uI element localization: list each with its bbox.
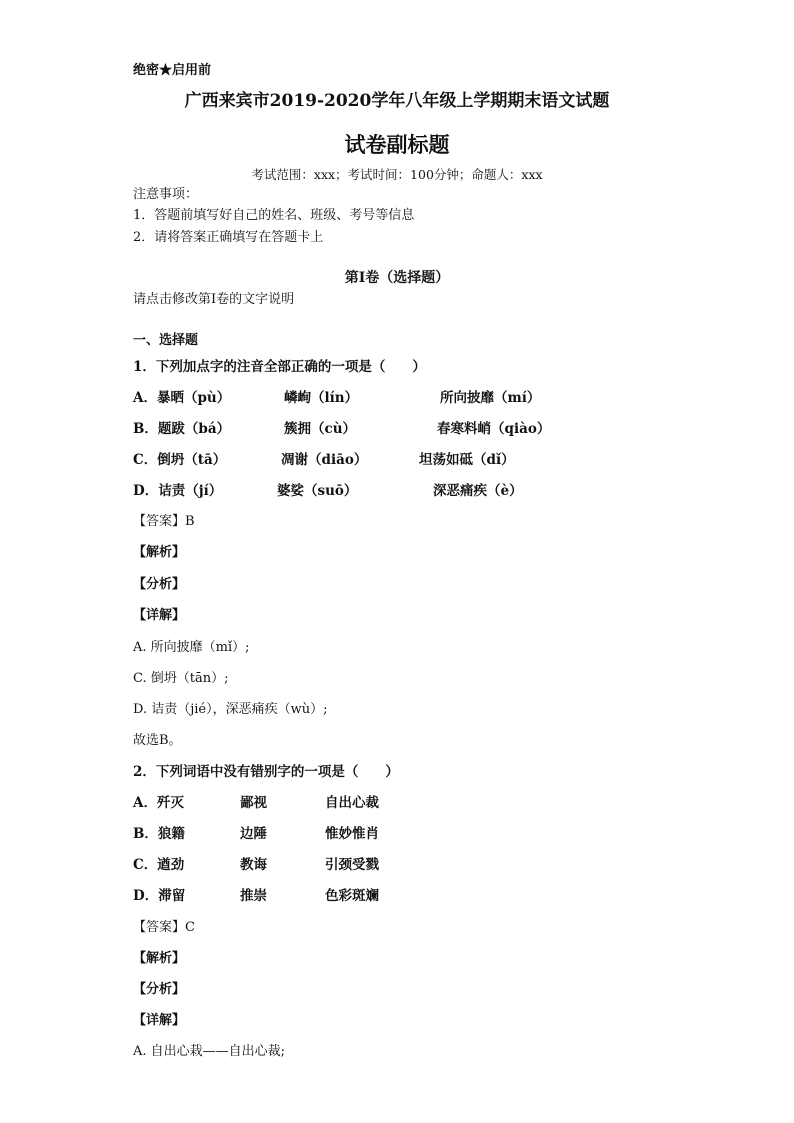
q1-option-c: C．倒坍（tā） (133, 452, 227, 468)
q2-option-c: 教诲 (240, 857, 267, 873)
q1-conclusion: 故选B。 (133, 733, 182, 748)
q2-option-b: 边陲 (240, 826, 267, 842)
section-heading: 一、选择题 (133, 333, 199, 348)
q1-option-a: A．暴晒（pù） (133, 390, 231, 406)
q2-option-c: C．遒劲 (133, 857, 185, 873)
q2-detail-label: 【详解】 (133, 1013, 186, 1028)
q1-fenxi-label: 【分析】 (133, 577, 186, 592)
q2-fenxi-label: 【分析】 (133, 982, 186, 997)
q2-option-b: 惟妙惟肖 (325, 826, 379, 842)
exam-title: 广西来宾市2019-2020学年八年级上学期期末语文试题 (184, 91, 610, 111)
q1-option-c: 凋谢（diāo） (281, 452, 368, 468)
confidential-seal: 绝密★启用前 (133, 63, 212, 78)
q1-option-b: 春寒料峭（qiào） (437, 421, 551, 437)
q2-option-a: 自出心裁 (325, 795, 379, 811)
q2-answer: 【答案】C (133, 920, 195, 935)
q2-option-c: 引颈受戮 (325, 857, 379, 873)
q1-option-b: B．题跋（bá） (133, 421, 231, 437)
q1-detail-line: A. 所向披靡（mǐ）; (133, 640, 250, 655)
notice-item: 1．答题前填写好自己的姓名、班级、考号等信息 (133, 208, 415, 223)
q1-option-d: D．诘责（jí） (133, 483, 223, 499)
part1-heading: 第I卷（选择题） (344, 270, 450, 286)
question-2-stem: 2．下列词语中没有错别字的一项是（ ） (133, 764, 399, 780)
q1-option-a: 嶙峋（lín） (284, 390, 359, 406)
q1-answer: 【答案】B (133, 514, 195, 529)
question-1-stem: 1．下列加点字的注音全部正确的一项是（ ） (133, 359, 426, 375)
exam-info: 考试范围：xxx；考试时间：100分钟；命题人：xxx (251, 167, 543, 182)
q2-analysis-label: 【解析】 (133, 951, 186, 966)
q2-option-b: B．狼籍 (133, 826, 185, 842)
notice-item: 2．请将答案正确填写在答题卡上 (133, 230, 324, 245)
q1-option-d: 婆娑（suō） (277, 483, 358, 499)
q1-detail-line: C. 倒坍（tān）; (133, 671, 229, 686)
q2-detail-line: A. 自出心栽——自出心裁; (133, 1044, 286, 1059)
q2-option-a: A．歼灭 (133, 795, 184, 811)
q1-option-b: 簇拥（cù） (284, 421, 357, 437)
q1-option-d: 深恶痛疾（è） (433, 483, 523, 499)
q1-option-a: 所向披靡（mí） (440, 390, 541, 406)
q2-option-d: 色彩斑斓 (325, 888, 379, 904)
q2-option-d: 推崇 (240, 888, 267, 904)
q2-option-a: 鄙视 (240, 795, 267, 811)
exam-subtitle: 试卷副标题 (344, 132, 450, 157)
q1-detail-label: 【详解】 (133, 608, 186, 623)
part1-description: 请点击修改第I卷的文字说明 (133, 292, 295, 307)
q2-option-d: D．滞留 (133, 888, 186, 904)
q1-analysis-label: 【解析】 (133, 545, 186, 560)
q1-detail-line: D. 诘责（jié），深恶痛疾（wù）; (133, 702, 328, 717)
q1-option-c: 坦荡如砥（dǐ） (419, 452, 515, 468)
notice-heading: 注意事项： (133, 187, 199, 202)
